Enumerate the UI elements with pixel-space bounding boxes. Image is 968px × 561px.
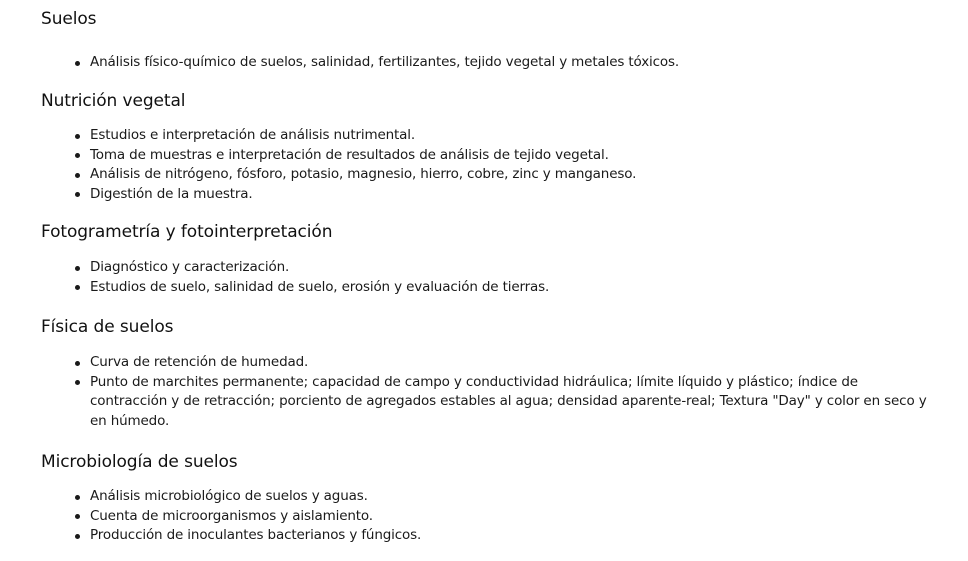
bullet-list [90, 53, 938, 73]
list-item: Cuenta de microorganismos y aislamiento. [90, 507, 938, 527]
section-title: Suelos [41, 9, 97, 29]
section-title: Fotogrametría y fotointerpretación [41, 222, 333, 242]
section-nutricion-vegetal [41, 91, 938, 202]
list-item: Estudios e interpretación de análisis nutrimental. [90, 126, 938, 146]
section-suelos [41, 9, 938, 70]
list-item: Análisis físico-químico de suelos, salinidad, fertilizantes, tejido vegetal y metales tóxicos. [90, 53, 938, 73]
list-item: Análisis de nitrógeno, fósforo, potasio, magnesio, hierro, cobre, zinc y manganeso. [90, 165, 938, 185]
section-fotogrametria [41, 222, 938, 295]
section-title: Nutrición vegetal [41, 91, 186, 111]
list-item: Digestión de la muestra. [90, 185, 938, 205]
section-title: Física de suelos [41, 317, 174, 337]
list-item: Producción de inoculantes bacterianos y fúngicos. [90, 526, 938, 546]
list-item: Punto de marchites permanente; capacidad de campo y conductividad hidráulica; límite líquido y plástico; índice de contracción y de retracción; porciento de agregados estables al agua; densidad aparente-real; Textura "Day" y color en seco y en húmedo. [90, 373, 938, 432]
list-item: Análisis microbiológico de suelos y aguas. [90, 487, 938, 507]
section-fisica-de-suelos [41, 317, 938, 429]
list-item: Curva de retención de humedad. [90, 353, 938, 373]
bullet-list [90, 258, 938, 297]
list-item: Toma de muestras e interpretación de resultados de análisis de tejido vegetal. [90, 146, 938, 166]
list-item: Diagnóstico y caracterización. [90, 258, 938, 278]
bullet-list [90, 353, 938, 431]
bullet-list [90, 487, 938, 546]
bullet-list [90, 126, 938, 204]
list-item: Estudios de suelo, salinidad de suelo, erosión y evaluación de tierras. [90, 278, 938, 298]
section-microbiologia [41, 452, 938, 543]
section-title: Microbiología de suelos [41, 452, 238, 472]
